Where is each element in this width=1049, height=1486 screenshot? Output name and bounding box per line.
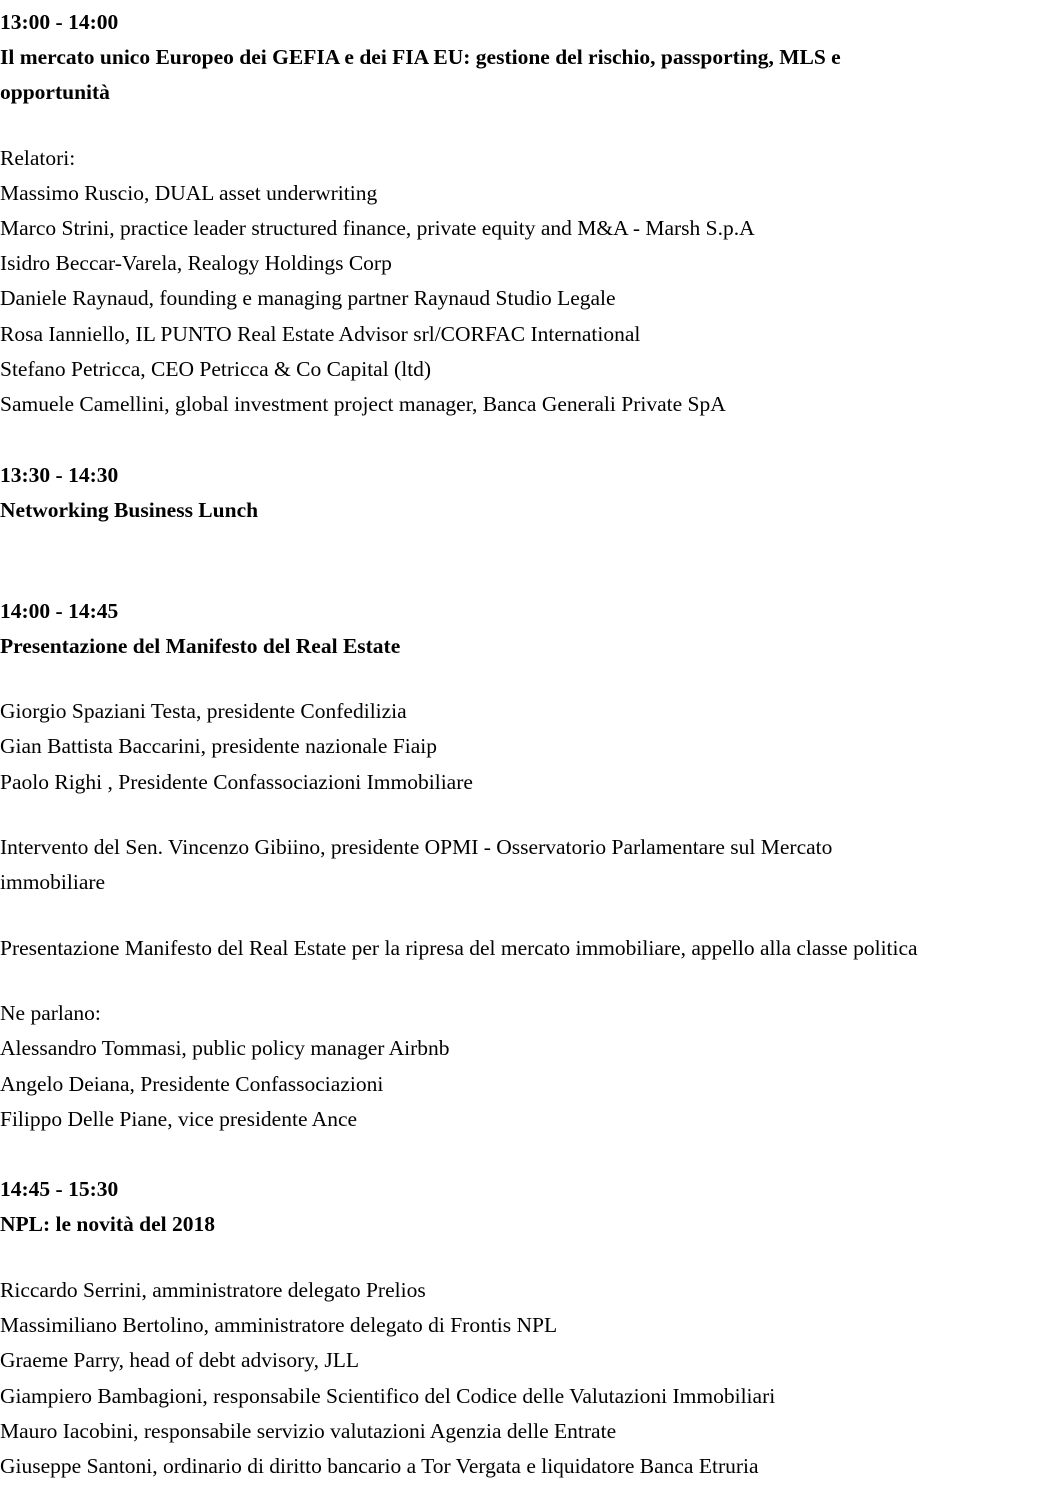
session-time: 14:45 - 15:30 xyxy=(0,1177,119,1201)
session-title: Il mercato unico Europeo dei GEFIA e dei FIA EU: gestione del rischio, passporting, MLS e xyxy=(0,45,841,69)
speaker-item: Graeme Parry, head of debt advisory, JLL xyxy=(0,1348,360,1372)
speaker-item: Daniele Raynaud, founding e managing partner Raynaud Studio Legale xyxy=(0,286,616,310)
speaker-item: Samuele Camellini, global investment project manager, Banca Generali Private SpA xyxy=(0,392,726,416)
panel-item: Filippo Delle Piane, vice presidente Ance xyxy=(0,1107,358,1131)
speaker-item: Giuseppe Santoni, ordinario di diritto bancario a Tor Vergata e liquidatore Banca Etruria xyxy=(0,1454,759,1478)
session-title: NPL: le novità del 2018 xyxy=(0,1212,215,1236)
panel-item: Alessandro Tommasi, public policy manager Airbnb xyxy=(0,1036,450,1060)
session-title: Networking Business Lunch xyxy=(0,498,259,522)
intervention-text: Intervento del Sen. Vincenzo Gibiino, presidente OPMI - Osservatorio Parlamentare sul Mercato xyxy=(0,835,833,859)
speaker-item: Giorgio Spaziani Testa, presidente Confedilizia xyxy=(0,699,407,723)
session-time: 13:00 - 14:00 xyxy=(0,10,119,34)
panel-item: Angelo Deiana, Presidente Confassociazioni xyxy=(0,1072,384,1096)
speaker-item: Riccardo Serrini, amministratore delegato Prelios xyxy=(0,1278,426,1302)
speaker-item: Paolo Righi , Presidente Confassociazioni Immobiliare xyxy=(0,770,473,794)
session-title: opportunità xyxy=(0,80,110,104)
speaker-item: Giampiero Bambagioni, responsabile Scientifico del Codice delle Valutazioni Immobiliari xyxy=(0,1384,776,1408)
speaker-item: Isidro Beccar-Varela, Realogy Holdings Corp xyxy=(0,251,392,275)
intervention-text: immobiliare xyxy=(0,870,106,894)
panel-label: Ne parlano: xyxy=(0,1001,101,1025)
session-time: 13:30 - 14:30 xyxy=(0,463,119,487)
speaker-item: Gian Battista Baccarini, presidente nazionale Fiaip xyxy=(0,734,438,758)
session-title: Presentazione del Manifesto del Real Estate xyxy=(0,634,401,658)
speaker-item: Mauro Iacobini, responsabile servizio valutazioni Agenzia delle Entrate xyxy=(0,1419,617,1443)
session-time: 14:00 - 14:45 xyxy=(0,599,119,623)
speaker-item: Stefano Petricca, CEO Petricca & Co Capital (ltd) xyxy=(0,357,432,381)
speakers-label: Relatori: xyxy=(0,146,76,170)
speaker-item: Rosa Ianniello, IL PUNTO Real Estate Advisor srl/CORFAC International xyxy=(0,322,641,346)
speaker-item: Marco Strini, practice leader structured finance, private equity and M&A - Marsh S.p.A xyxy=(0,216,755,240)
presentation-text: Presentazione Manifesto del Real Estate per la ripresa del mercato immobiliare, appello alla classe politica xyxy=(0,936,918,960)
speaker-item: Massimiliano Bertolino, amministratore delegato di Frontis NPL xyxy=(0,1313,558,1337)
speaker-item: Massimo Ruscio, DUAL asset underwriting xyxy=(0,181,378,205)
